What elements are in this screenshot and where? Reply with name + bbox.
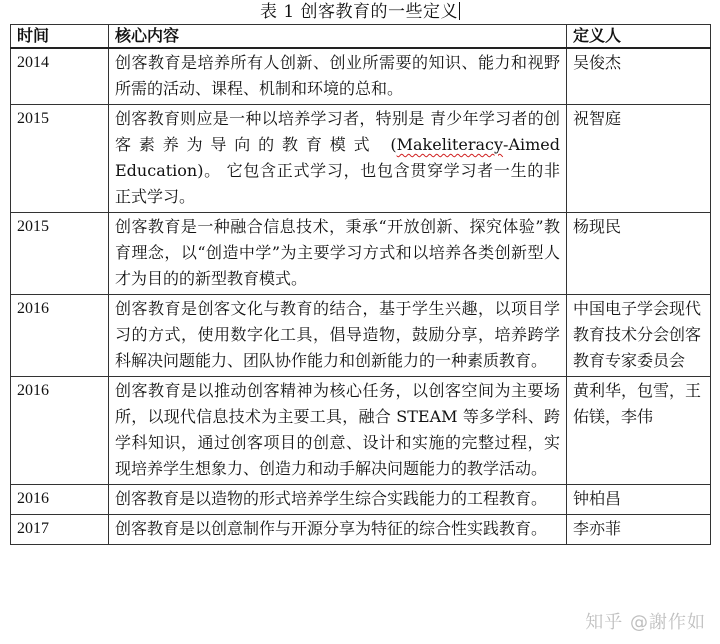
header-author: 定义人 [567,25,711,49]
table-row [11,105,711,213]
content-text-post: -Aimed Education)。 它包含正式学习，也包含贯穿学习者一生的非正式学习。 [115,135,560,206]
cell-content: 创客教育是以创意制作与开源分享为特征的综合性实践教育。 [109,515,567,545]
cell-year: 2016 [11,377,109,485]
table-row [11,377,711,485]
header-content: 核心内容 [109,25,567,49]
table-caption [0,2,720,22]
cell-content: 创客教育是培养所有人创新、创业所需要的知识、能力和视野所需的活动、课程、机制和环境的总和。 [109,48,567,105]
header-year: 时间 [11,25,109,49]
cell-author: 祝智庭 [567,105,711,213]
table-row [11,485,711,515]
cell-author: 钟柏昌 [567,485,711,515]
cell-year: 2015 [11,213,109,295]
table-header-row [11,25,711,49]
cell-author: 吴俊杰 [567,48,711,105]
cell-author: 杨现民 [567,213,711,295]
zhihu-watermark: 知乎 @謝作如 [585,612,706,633]
table-caption-text: 表 1 创客教育的一些定义 [259,2,459,22]
table-row [11,295,711,377]
cell-author: 李亦菲 [567,515,711,545]
cell-content: 创客教育是一种融合信息技术，秉承“开放创新、探究体验”教育理念，以“创造中学”为主要学习方式和以培养各类创新型人才为目的的新型教育模式。 [109,213,567,295]
cell-year: 2016 [11,295,109,377]
content-text-pre: 创客教育则应是一种以培养学习者，特别是 青少年学习者的创客素养为导向的教育模式 ( [115,109,560,154]
cell-content: 创客教育是以造物的形式培养学生综合实践能力的工程教育。 [109,485,567,515]
cell-year: 2014 [11,48,109,105]
cell-content: 创客教育是以推动创客精神为核心任务，以创客空间为主要场所，以现代信息技术为主要工具，融合 STEAM 等多学科、跨学科知识，通过创客项目的创意、设计和实施的完整过程，实现培养学生想象力、创造力和动手解决问题能力的教学活动。 [109,377,567,485]
table-row [11,48,711,105]
cell-content: 创客教育是创客文化与教育的结合，基于学生兴趣，以项目学习的方式，使用数字化工具，倡导造物，鼓励分享，培养跨学科解决问题能力、团队协作能力和创新能力的一种素质教育。 [109,295,567,377]
table-row [11,515,711,545]
text-cursor [459,2,460,20]
cell-year: 2015 [11,105,109,213]
cell-content [109,105,567,213]
definitions-table [10,24,711,545]
cell-author: 中国电子学会现代教育技术分会创客教育专家委员会 [567,295,711,377]
cell-author: 黄利华，包雪，王佑镁，李伟 [567,377,711,485]
table-row [11,213,711,295]
spellcheck-flagged-word: Makeliteracy [396,135,504,154]
cell-year: 2017 [11,515,109,545]
cell-year: 2016 [11,485,109,515]
